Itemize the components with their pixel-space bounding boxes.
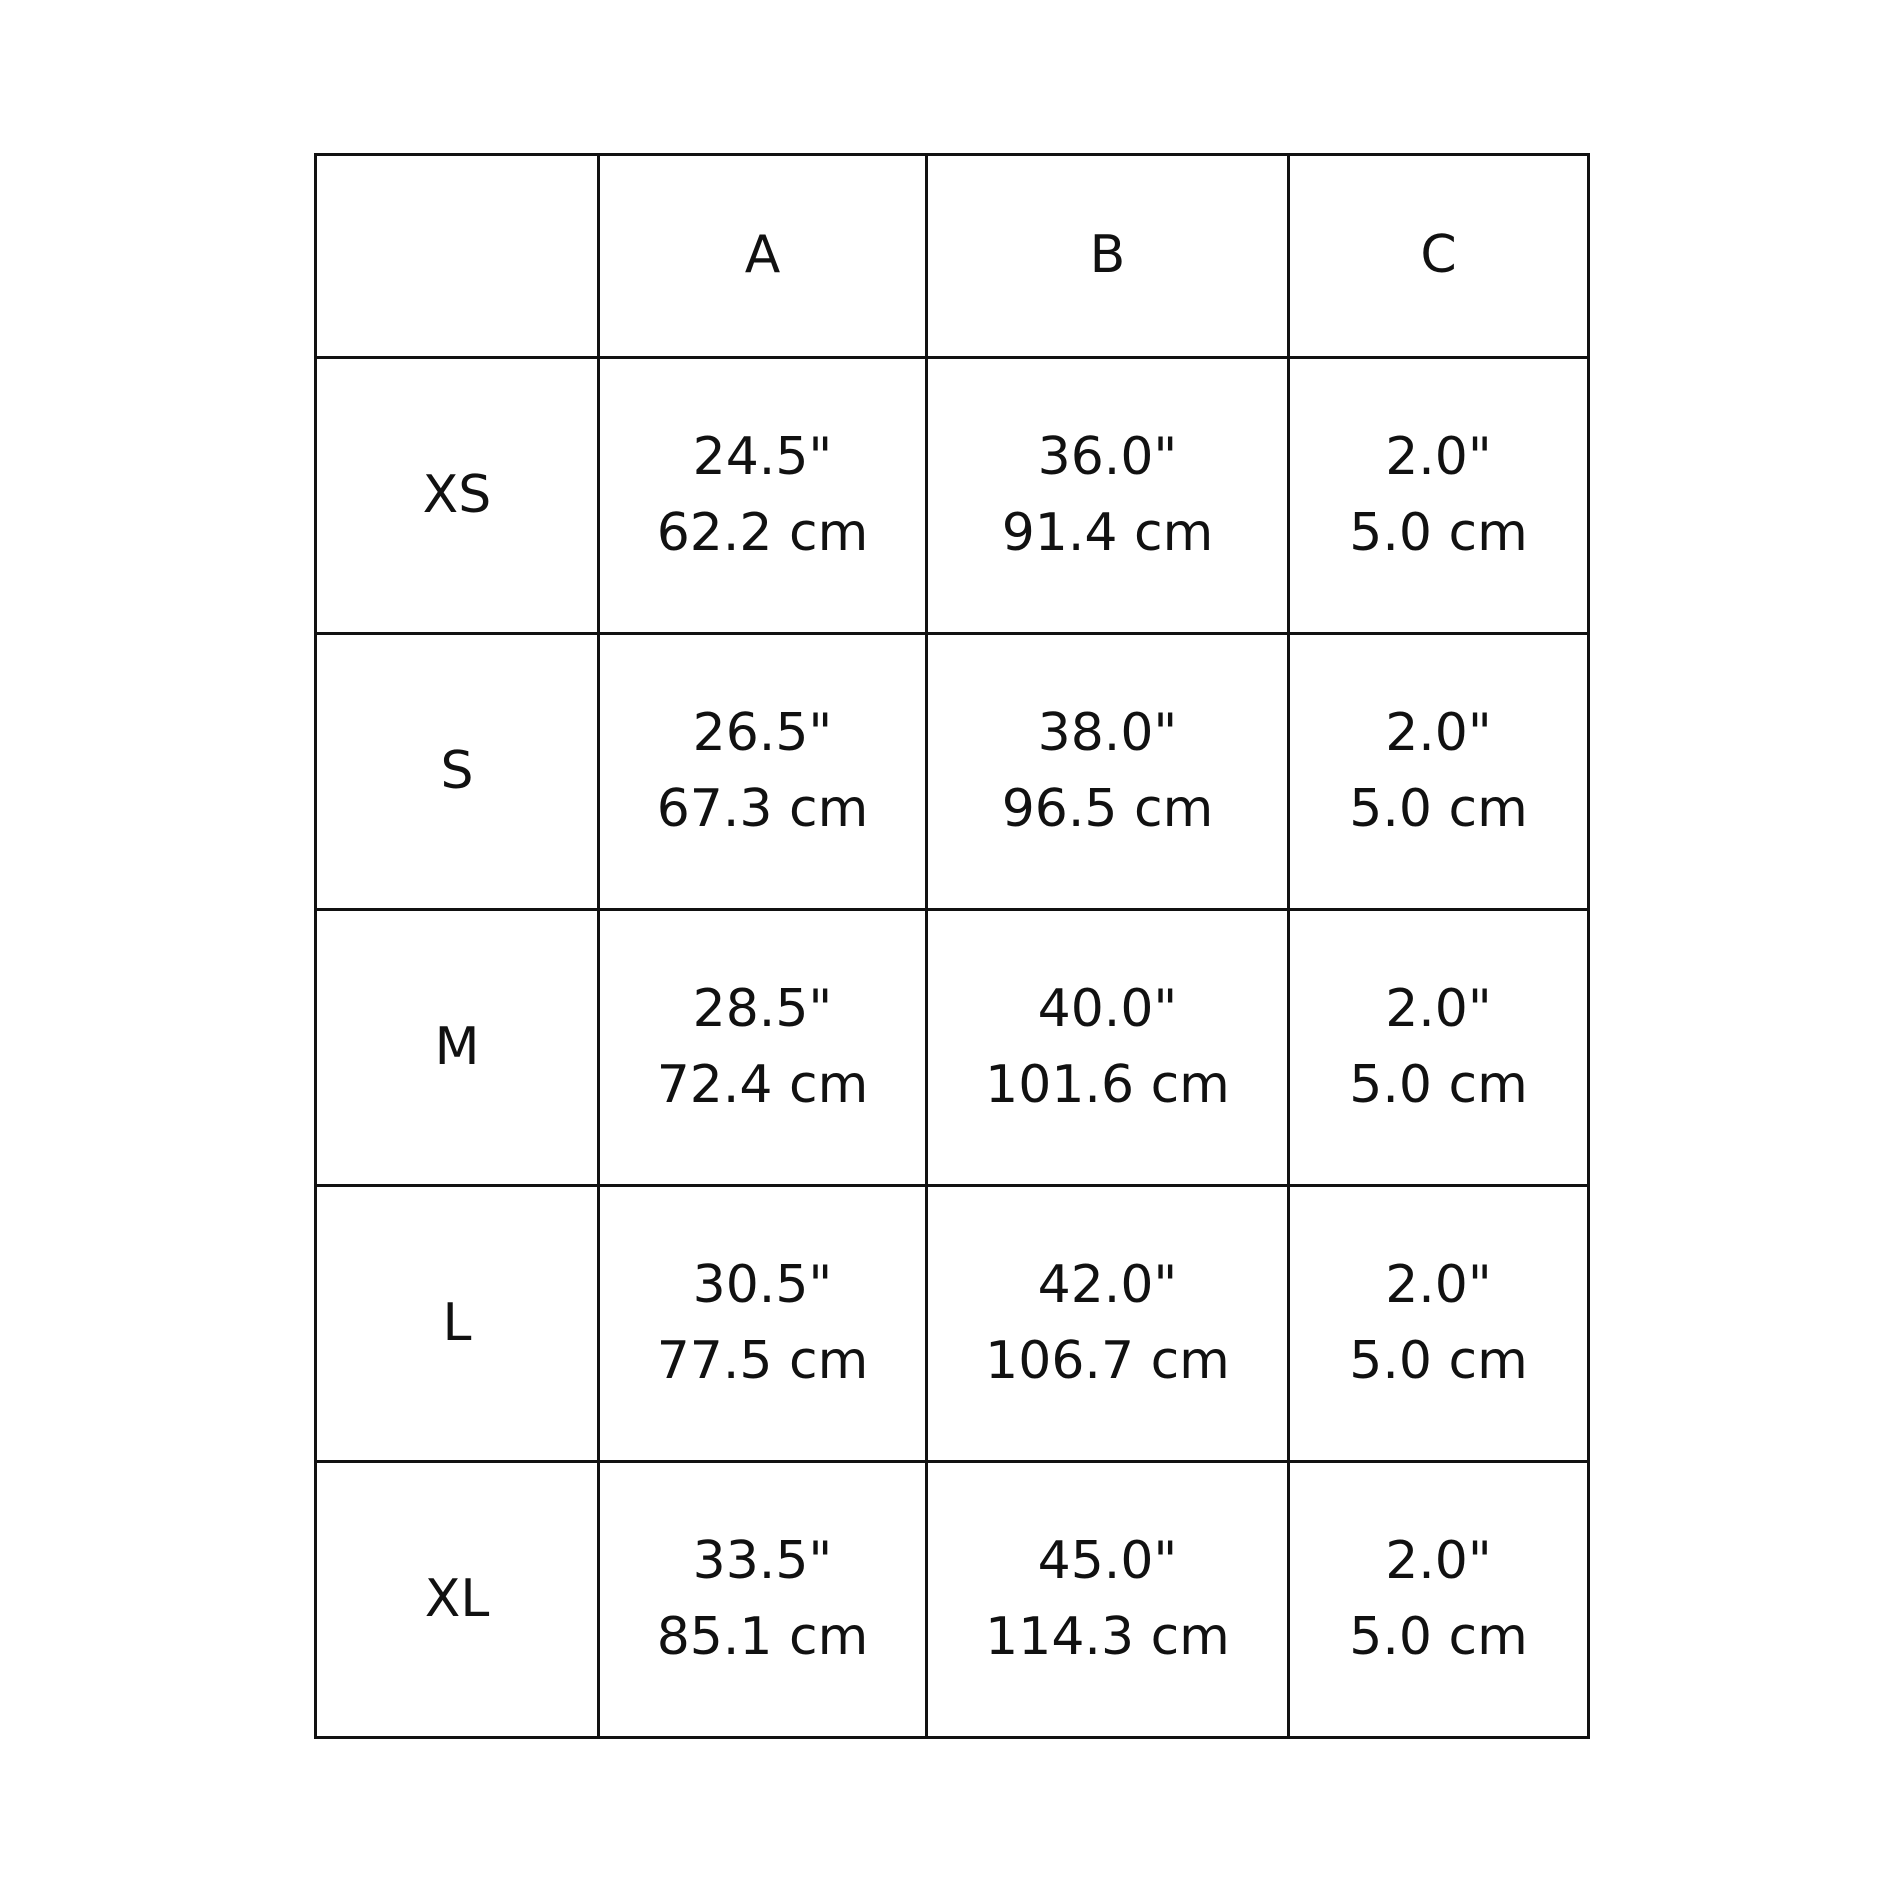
cm-value: 101.6 cm (985, 1054, 1230, 1115)
cm-value: 5.0 cm (1349, 502, 1528, 563)
size-label: M (434, 1016, 480, 1077)
cm-value: 91.4 cm (1001, 502, 1214, 563)
inch-value: 30.5" (692, 1255, 833, 1316)
inch-value: 45.0" (1037, 1531, 1178, 1592)
cm-value: 85.1 cm (656, 1606, 869, 1667)
table-row (316, 1462, 1589, 1738)
table-header-row (316, 155, 1589, 358)
measurement-cell (927, 634, 1289, 910)
inch-value: 42.0" (1037, 1255, 1178, 1316)
cm-value: 106.7 cm (985, 1330, 1230, 1391)
inch-value: 2.0" (1385, 979, 1492, 1040)
inch-value: 2.0" (1385, 1255, 1492, 1316)
cm-value: 5.0 cm (1349, 1054, 1528, 1115)
measurement-cell (599, 634, 927, 910)
measurement-cell (1289, 1186, 1589, 1462)
measurement-cell (927, 910, 1289, 1186)
measurement-cell (927, 358, 1289, 634)
cm-value: 96.5 cm (1001, 778, 1214, 839)
column-header-b (927, 155, 1289, 358)
inch-value: 28.5" (692, 979, 833, 1040)
measurement-cell (1289, 634, 1589, 910)
size-cell (316, 634, 599, 910)
inch-value: 26.5" (692, 703, 833, 764)
table-row (316, 1186, 1589, 1462)
cm-value: 5.0 cm (1349, 1330, 1528, 1391)
size-cell (316, 1462, 599, 1738)
column-header-label: C (1420, 225, 1457, 286)
column-header-a (599, 155, 927, 358)
size-chart-table (314, 153, 1590, 1739)
inch-value: 33.5" (692, 1531, 833, 1592)
table-row (316, 358, 1589, 634)
header-corner-cell (316, 155, 599, 358)
measurement-cell (1289, 910, 1589, 1186)
measurement-cell (927, 1462, 1289, 1738)
cm-value: 5.0 cm (1349, 778, 1528, 839)
table-row (316, 634, 1589, 910)
measurement-cell (599, 1186, 927, 1462)
inch-value: 2.0" (1385, 703, 1492, 764)
column-header-label: A (744, 225, 781, 286)
cm-value: 67.3 cm (656, 778, 869, 839)
column-header-c (1289, 155, 1589, 358)
cm-value: 62.2 cm (656, 502, 869, 563)
measurement-cell (599, 910, 927, 1186)
inch-value: 2.0" (1385, 427, 1492, 488)
inch-value: 36.0" (1037, 427, 1178, 488)
size-label: S (440, 740, 474, 801)
inch-value: 2.0" (1385, 1531, 1492, 1592)
cm-value: 114.3 cm (985, 1606, 1230, 1667)
column-header-label: B (1089, 225, 1126, 286)
cm-value: 72.4 cm (656, 1054, 869, 1115)
size-cell (316, 358, 599, 634)
cm-value: 77.5 cm (656, 1330, 869, 1391)
size-label: XL (424, 1568, 490, 1629)
size-cell (316, 1186, 599, 1462)
measurement-cell (927, 1186, 1289, 1462)
measurement-cell (599, 358, 927, 634)
table-row (316, 910, 1589, 1186)
measurement-cell (1289, 1462, 1589, 1738)
measurement-cell (1289, 358, 1589, 634)
inch-value: 40.0" (1037, 979, 1178, 1040)
cm-value: 5.0 cm (1349, 1606, 1528, 1667)
inch-value: 24.5" (692, 427, 833, 488)
inch-value: 38.0" (1037, 703, 1178, 764)
size-label: XS (422, 464, 492, 525)
measurement-cell (599, 1462, 927, 1738)
size-cell (316, 910, 599, 1186)
size-label: L (442, 1292, 472, 1353)
